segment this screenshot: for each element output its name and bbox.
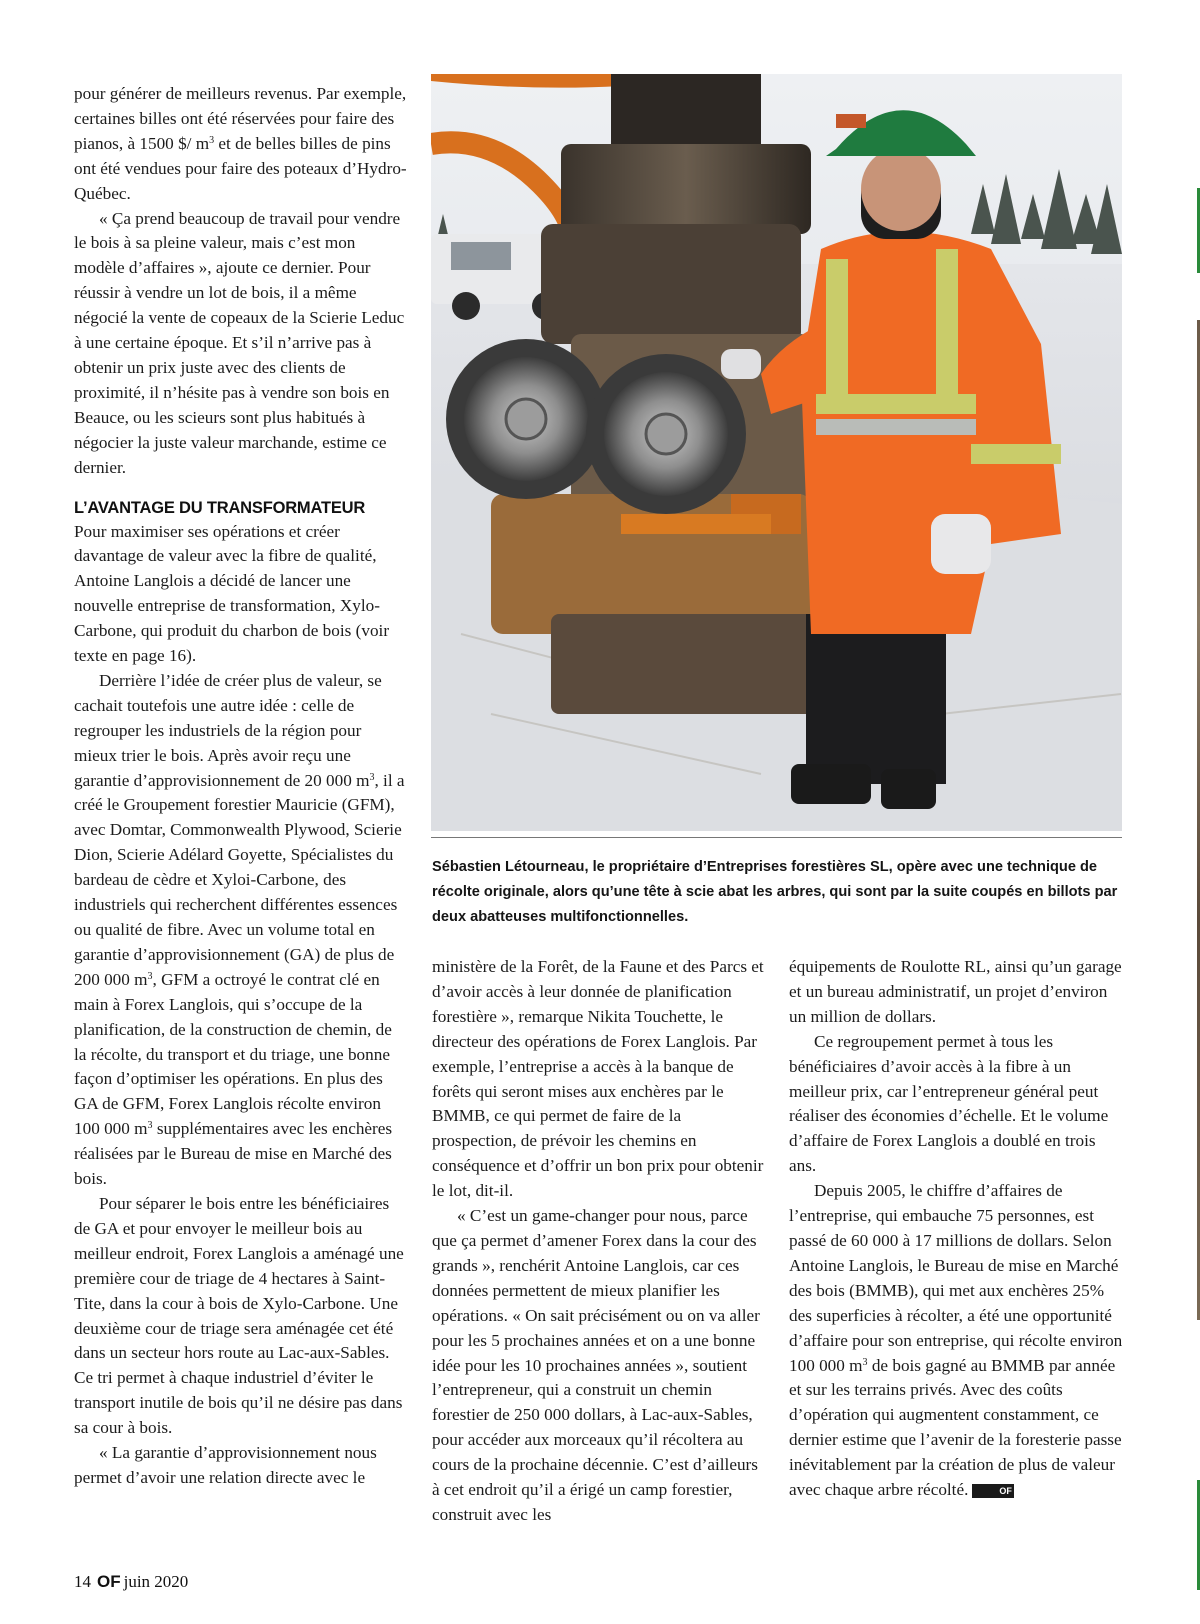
paragraph: Depuis 2005, le chiffre d’affaires de l’entreprise, qui embauche 75 personnes, est passé de 60 000 à 17 millions de dollars. Selon Antoine Langlois, le Bureau de mise en Marché des bois (BMMB), qui met aux enchères 25% des superficies à récolter, a été une opportunité d’affaire pour son entreprise, qui récolte environ 100 000 $m^3$ de bois gagné au BMMB par année et sur les terrains privés. Avec des coûts d’opération qui augmentent constamment, ce dernier estime que l’avenir de la foresterie passe inévitablement par la création de plus de valeur avec chaque arbre récolté. OF xyxy=(789,1181,1123,1500)
photo-illustration xyxy=(431,74,1122,831)
photo-divider xyxy=(431,837,1122,838)
paragraph: Derrière l’idée de créer plus de valeur, se cachait toutefois une autre idée : celle de regrouper les industriels de la région pour mieux trier le bois. Après avoir reçu une garantie d’approvisionnement de 20 000 $m^3$, il a créé le Groupement forestier Mauricie (GFM), avec Domtar, Commonwealth Plywood, Scierie Dion, Scierie Adélard Goyette, Spécialistes du bardeau de cèdre et Xyloi-Carbone, des industriels qui recherchent différentes essences ou qualité de fibre. Avec un volume total en garantie d’approvisionnement (GA) de plus de 200 000 $m^3$, GFM a octroyé le contrat clé en main à Forex Langlois, qui s’occupe de la planification, de la construction de chemin, de la récolte, du transport et du triage, une bonne façon d’optimiser les opérations. En plus des GA de GFM, Forex Langlois récolte environ 100 000 $m^3$ supplémentaires avec les enchères réalisées par le Bureau de mise en Marché des bois. xyxy=(74,670,405,1189)
photo-caption: Sébastien Létourneau, le propriétaire d’Entreprises forestières SL, opère avec une technique de récolte originale, alors qu’une tête à scie abat les arbres, qui sont par la suite coupés en billots par deux abatteuses multifonctionnelles. xyxy=(432,859,1118,925)
column-2 xyxy=(432,955,767,1528)
page-number: 14 xyxy=(74,1572,91,1591)
column-1 xyxy=(74,82,408,1491)
paragraph: équipements de Roulotte RL, ainsi qu’un garage et un bureau administratif, un projet d’environ un million de dollars. xyxy=(789,957,1122,1026)
paragraph: Ce regroupement permet à tous les bénéficiaires d’avoir accès à la fibre à un meilleur prix, car l’entrepreneur général peut réaliser des économies d’échelle. Et le volume d’affaire de Forex Langlois a doublé en trois ans. xyxy=(789,1031,1109,1176)
paragraph: Pour maximiser ses opérations et créer davantage de valeur avec la fibre de qualité, Antoine Langlois a décidé de lancer une nouvelle entreprise de transformation, Xylo-Carbone, qui produit du charbon de bois (voir texte en page 16). xyxy=(74,521,390,666)
paragraph: pour générer de meilleurs revenus. Par exemple, certaines billes ont été réservées pour faire des pianos, à 1500 $/ $m^3$ et de belles billes de pins ont été vendues pour faire des poteaux d’Hydro-Québec. xyxy=(74,84,407,203)
magazine-logo: OF xyxy=(97,1572,121,1591)
paragraph: « La garantie d’approvisionnement nous permet d’avoir une relation directe avec le xyxy=(74,1443,377,1487)
issue-date: juin 2020 xyxy=(123,1572,189,1591)
end-mark-logo: OF xyxy=(972,1484,1014,1498)
paragraph: « C’est un game-changer pour nous, parce que ça permet d’amener Forex dans la cour des grands », renchérit Antoine Langlois, car ces données permettent de mieux planifier les opérations. « On sait précisément ou on va aller pour les 5 prochaines années et on a une bonne idée pour les 10 prochaines années », soutient l’entrepreneur, qui a construit un chemin forestier de 250 000 dollars, à Lac-aux-Sables, pour accéder aux morceaux qu’il récoltera au cours de la prochaine décennie. C’est d’ailleurs à cet endroit qu’il a érigé un camp forestier, construit avec les xyxy=(432,1206,760,1524)
paragraph: « Ça prend beaucoup de travail pour vendre le bois à sa pleine valeur, mais c’est mon modèle d’affaires », ajoute ce dernier. Pour réussir à vendre un lot de bois, il a même négocié la vente de copeaux de la Scierie Leduc à une certaine époque. Et s’il n’arrive pas à obtenir un prix juste avec des clients de proximité, il n’hésite pas à vendre son bois en Beauce, ou les scieurs sont plus habitués à négocier la juste valeur marchande, estime ce dernier. xyxy=(74,208,405,477)
section-heading: L’AVANTAGE DU TRANSFORMATEUR xyxy=(74,498,366,517)
paragraph: ministère de la Forêt, de la Faune et des Parcs et d’avoir accès à leur donnée de planification forestière », remarque Nikita Touchette, le directeur des opérations de Forex Langlois. Par exemple, l’entreprise a accès à la banque de forêts qui seront mises aux enchères par le BMMB, ce qui permet de faire de la prospection, de prévoir les chemins en conséquence et d’offrir un bon prix pour obtenir le lot, dit-il. xyxy=(432,957,764,1201)
page-footer xyxy=(74,1572,188,1592)
column-3 xyxy=(789,955,1123,1503)
article-photo xyxy=(431,74,1122,831)
paragraph: Pour séparer le bois entre les bénéficiaires de GA et pour envoyer le meilleur bois au meilleur endroit, Forex Langlois a aménagé une première cour de triage de 4 hectares à Saint-Tite, dans la cour à bois de Xylo-Carbone. Une deuxième cour de triage sera aménagée cet été dans un secteur hors route au Lac-aux-Sables. Ce tri permet à chaque industriel d’éviter le transport inutile de bois qu’il ne désire pas dans sa cour à bois. xyxy=(74,1193,404,1438)
